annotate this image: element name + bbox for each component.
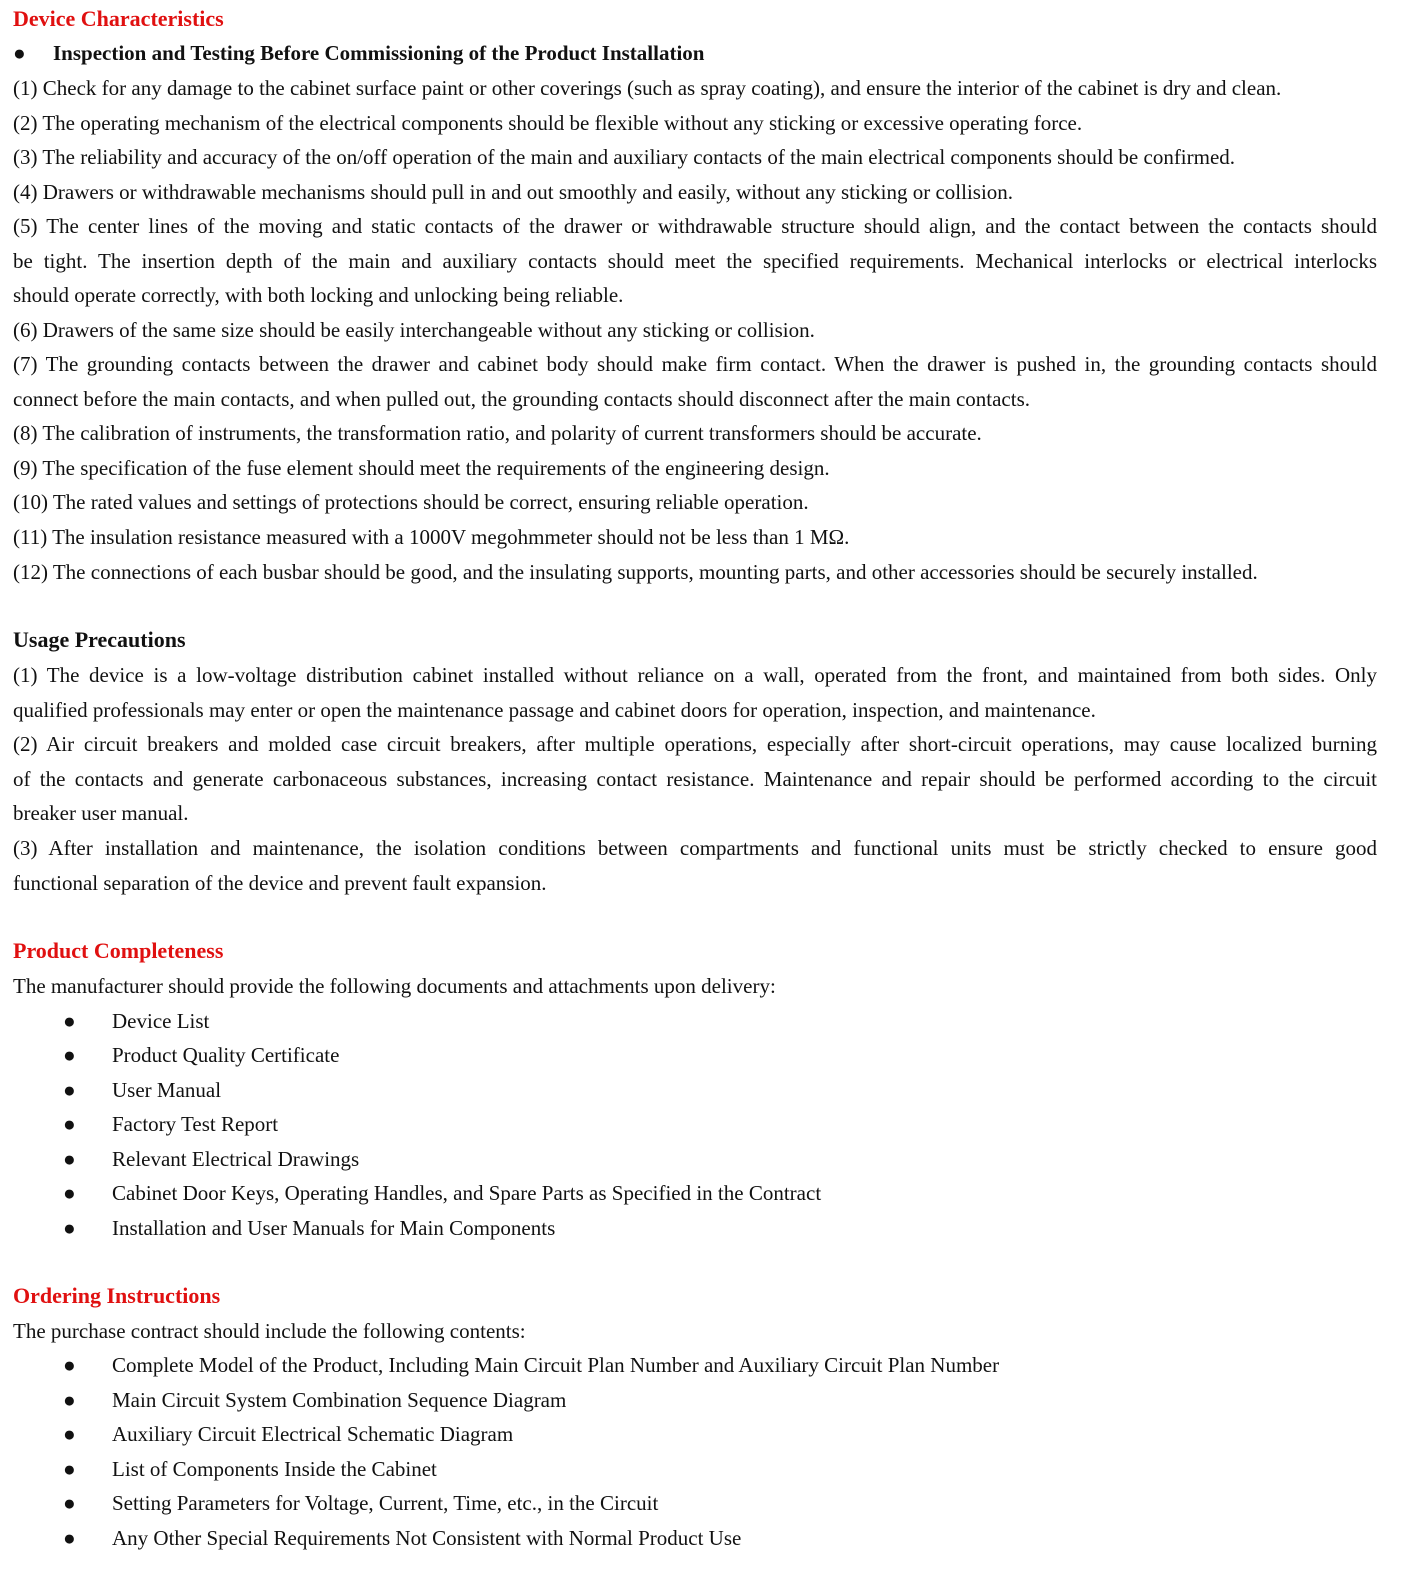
dc-line-12: (9) The specification of the fuse element should meet the requirements of the engineering design. bbox=[13, 456, 830, 480]
dc-line-10: connect before the main contacts, and when pulled out, the grounding contacts should disconnect after the main contacts. bbox=[13, 387, 1031, 411]
dc-line-6: be tight. The insertion depth of the main and auxiliary contacts should meet the specified requirements. Mechanical interlocks or electrical interlocks bbox=[13, 249, 1377, 273]
dc-line-15: (12) The connections of each busbar should be good, and the insulating supports, mounting parts, and other accessories should be securely installed. bbox=[13, 560, 1258, 584]
bullet-icon: ● bbox=[63, 1216, 76, 1240]
dc-line-1: (1) Check for any damage to the cabinet surface paint or other coverings (such as spray coating), and ensure the interior of the cabinet is dry and clean. bbox=[13, 76, 1282, 100]
list-item-text: Complete Model of the Product, Including Main Circuit Plan Number and Auxiliary Circuit Plan Number bbox=[112, 1353, 1000, 1377]
dc-line-7: should operate correctly, with both locking and unlocking being reliable. bbox=[13, 283, 624, 307]
up-line-4: of the contacts and generate carbonaceous substances, increasing contact resistance. Maintenance and repair should be performed according to the circuit bbox=[13, 767, 1377, 791]
dc-line-9: (7) The grounding contacts between the drawer and cabinet body should make firm contact. When the drawer is pushed in, the grounding contacts should bbox=[13, 352, 1377, 376]
list-item-text: Setting Parameters for Voltage, Current, Time, etc., in the Circuit bbox=[112, 1491, 659, 1515]
bullet-icon: ● bbox=[63, 1526, 76, 1550]
device-characteristics-heading: Device Characteristics bbox=[13, 6, 224, 31]
bullet-icon: ● bbox=[63, 1043, 76, 1067]
up-line-1: (1) The device is a low-voltage distribution cabinet installed without reliance on a wall, operated from the front, and maintained from both sides. Only bbox=[13, 663, 1377, 687]
list-item-text: Cabinet Door Keys, Operating Handles, and Spare Parts as Specified in the Contract bbox=[112, 1181, 822, 1205]
inspection-subheading-text: Inspection and Testing Before Commissioning of the Product Installation bbox=[53, 41, 705, 65]
list-item-text: Device List bbox=[112, 1009, 210, 1033]
list-item-text: Auxiliary Circuit Electrical Schematic Diagram bbox=[112, 1422, 514, 1446]
list-item-text: Installation and User Manuals for Main Components bbox=[112, 1216, 556, 1240]
up-line-5: breaker user manual. bbox=[13, 801, 189, 825]
dc-line-8: (6) Drawers of the same size should be easily interchangeable without any sticking or collision. bbox=[13, 318, 815, 342]
dc-line-2: (2) The operating mechanism of the electrical components should be flexible without any sticking or excessive operating force. bbox=[13, 111, 1083, 135]
bullet-icon: ● bbox=[63, 1147, 76, 1171]
dc-line-14: (11) The insulation resistance measured with a 1000V megohmmeter should not be less than 1 MΩ. bbox=[13, 525, 850, 549]
bullet-icon: ● bbox=[63, 1388, 76, 1412]
bullet-icon: ● bbox=[13, 41, 26, 65]
inspection-subheading bbox=[13, 36, 704, 70]
list-item-text: Relevant Electrical Drawings bbox=[112, 1147, 360, 1171]
product-completeness-intro: The manufacturer should provide the following documents and attachments upon delivery: bbox=[13, 974, 776, 998]
up-line-3: (2) Air circuit breakers and molded case circuit breakers, after multiple operations, especially after short-circuit operations, may cause localized burning bbox=[13, 732, 1377, 756]
bullet-icon: ● bbox=[63, 1457, 76, 1481]
usage-precautions-heading: Usage Precautions bbox=[13, 627, 186, 652]
list-item-text: Any Other Special Requirements Not Consistent with Normal Product Use bbox=[112, 1526, 742, 1550]
bullet-icon: ● bbox=[63, 1491, 76, 1515]
dc-line-11: (8) The calibration of instruments, the transformation ratio, and polarity of current transformers should be accurate. bbox=[13, 421, 982, 445]
list-item-text: List of Components Inside the Cabinet bbox=[112, 1457, 437, 1481]
bullet-icon: ● bbox=[63, 1112, 76, 1136]
list-item-text: Factory Test Report bbox=[112, 1112, 279, 1136]
ordering-instructions-heading: Ordering Instructions bbox=[13, 1283, 221, 1308]
bullet-icon: ● bbox=[63, 1353, 76, 1377]
list-item-text: Product Quality Certificate bbox=[112, 1043, 340, 1067]
bullet-icon: ● bbox=[63, 1181, 76, 1205]
dc-line-13: (10) The rated values and settings of protections should be correct, ensuring reliable operation. bbox=[13, 490, 809, 514]
up-line-2: qualified professionals may enter or open the maintenance passage and cabinet doors for operation, inspection, and maintenance. bbox=[13, 698, 1096, 722]
dc-line-3: (3) The reliability and accuracy of the on/off operation of the main and auxiliary contacts of the main electrical components should be confirmed. bbox=[13, 145, 1236, 169]
bullet-icon: ● bbox=[63, 1009, 76, 1033]
list-item-text: User Manual bbox=[112, 1078, 222, 1102]
product-completeness-heading: Product Completeness bbox=[13, 938, 224, 963]
dc-line-5: (5) The center lines of the moving and static contacts of the drawer or withdrawable structure should align, and the contact between the contacts should bbox=[13, 214, 1377, 238]
ordering-instructions-intro: The purchase contract should include the following contents: bbox=[13, 1319, 526, 1343]
bullet-icon: ● bbox=[63, 1422, 76, 1446]
up-line-7: functional separation of the device and prevent fault expansion. bbox=[13, 871, 547, 895]
list-item-text: Main Circuit System Combination Sequence Diagram bbox=[112, 1388, 567, 1412]
bullet-icon: ● bbox=[63, 1078, 76, 1102]
dc-line-4: (4) Drawers or withdrawable mechanisms should pull in and out smoothly and easily, without any sticking or collision. bbox=[13, 180, 1014, 204]
up-line-6: (3) After installation and maintenance, the isolation conditions between compartments and functional units must be strictly checked to ensure good bbox=[13, 836, 1377, 860]
